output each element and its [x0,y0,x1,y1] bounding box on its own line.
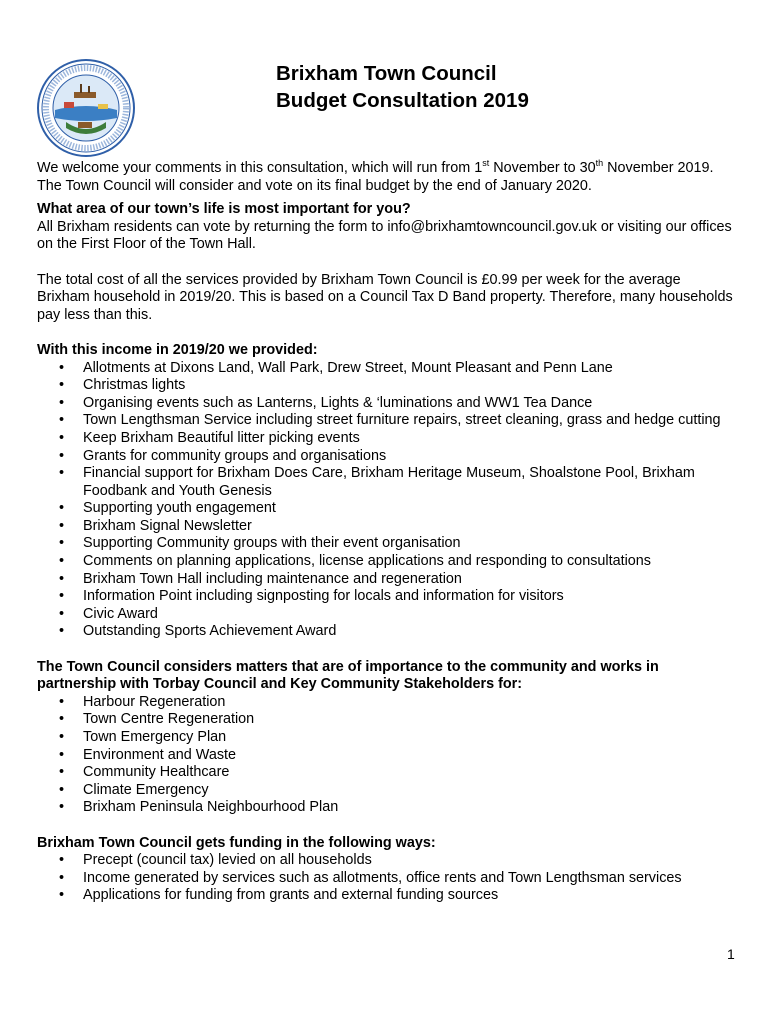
list-item: • Financial support for Brixham Does Care, Brixham Heritage Museum, Shoalstone Pool, Brixham Foodbank and Youth Genesis [37,465,737,500]
intro-sup-1: st [482,158,490,168]
provided-list [37,360,737,642]
list-item: • Applications for funding from grants and external funding sources [37,887,737,905]
list-item: • Organising events such as Lanterns, Lights & ‘luminations and WW1 Tea Dance [37,395,737,413]
list-item: • Brixham Signal Newsletter [37,518,737,536]
page-number: 1 [727,946,735,962]
list-item: • Information Point including signposting for locals and information for visitors [37,588,737,606]
list-item: • Brixham Town Hall including maintenance and regeneration [37,571,737,589]
funding-list [37,852,737,905]
intro-sup-2: th [595,158,604,168]
intro-paragraph [37,160,737,195]
list-item: • Outstanding Sports Achievement Award [37,623,737,641]
list-item: • Keep Brixham Beautiful litter picking events [37,430,737,448]
list-item: • Environment and Waste [37,747,737,765]
list-item: • Grants for community groups and organisations [37,448,737,466]
intro-text-c: November 2019. The Town Council will consider and vote on its final budget by the end of January 2020. [37,160,714,194]
document-title-block [276,60,529,114]
list-item: • Harbour Regeneration [37,694,737,712]
list-item: • Climate Emergency [37,782,737,800]
list-item: • Brixham Peninsula Neighbourhood Plan [37,799,737,817]
list-item: • Supporting youth engagement [37,500,737,518]
list-item: • Precept (council tax) levied on all households [37,852,737,870]
document-body [37,160,737,905]
partnership-list [37,694,737,817]
list-item: • Town Emergency Plan [37,729,737,747]
list-item: • Christmas lights [37,377,737,395]
intro-text-a: We welcome your comments in this consultation, which will run from 1 [37,160,483,176]
provided-heading: With this income in 2019/20 we provided: [37,341,318,358]
list-item: • Community Healthcare [37,764,737,782]
council-seal-logo [36,58,136,158]
funding-heading: Brixham Town Council gets funding in the following ways: [37,834,436,851]
title-line-2: Budget Consultation 2019 [276,89,529,112]
partnership-heading: The Town Council considers matters that are of importance to the community and works in partnership with Torbay Council and Key Community Stakeholders for: [37,658,659,693]
question-heading: What area of our town’s life is most important for you? [37,201,411,218]
list-item: • Town Centre Regeneration [37,711,737,729]
question-text: All Brixham residents can vote by returning the form to info@brixhamtowncouncil.gov.uk or visiting our offices on the First Floor of the Town Hall. [37,218,732,253]
cost-paragraph: The total cost of all the services provided by Brixham Town Council is £0.99 per week for the average Brixham household in 2019/20. This is based on a Council Tax D Band property. Therefore, many households pay less than this. [37,271,733,323]
title-line-1: Brixham Town Council [276,62,497,85]
intro-text-b: November to 30 [489,160,596,176]
list-item: • Town Lengthsman Service including street furniture repairs, street cleaning, grass and hedge cutting [37,412,737,430]
list-item: • Supporting Community groups with their event organisation [37,535,737,553]
list-item: • Allotments at Dixons Land, Wall Park, Drew Street, Mount Pleasant and Penn Lane [37,360,737,378]
list-item: • Comments on planning applications, license applications and responding to consultations [37,553,737,571]
list-item: • Civic Award [37,606,737,624]
list-item: • Income generated by services such as allotments, office rents and Town Lengthsman services [37,870,737,888]
